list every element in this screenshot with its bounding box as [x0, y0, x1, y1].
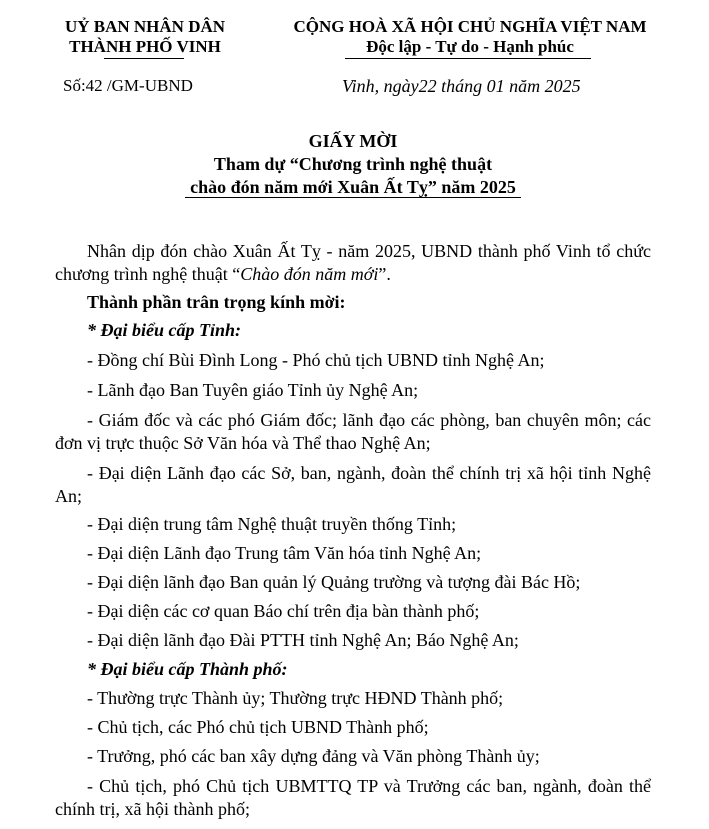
document-subtitle-line2: chào đón năm mới Xuân Ất Tỵ” năm 2025: [190, 177, 516, 197]
issuer-name-line1: UỶ BAN NHÂN DÂN: [64, 17, 226, 36]
national-motto: Độc lập - Tự do - Hạnh phúc: [366, 37, 574, 56]
national-title: CỘNG HOÀ XÃ HỘI CHỦ NGHĨA VIỆT NAM: [293, 17, 647, 36]
intro-text: Nhân dịp đón chào Xuân Ất Tỵ - năm 2025, UBND thành phố Vinh tổ chức chương trình nghệ thuật “: [55, 241, 651, 284]
invitee-item: - Thường trực Thành ủy; Thường trực HĐND Thành phố;: [87, 688, 504, 708]
invitee-item: - Đại diện Lãnh đạo Trung tâm Văn hóa tỉnh Nghệ An;: [87, 543, 482, 563]
document-subtitle-line1: Tham dự “Chương trình nghệ thuật: [213, 154, 493, 174]
invitee-item: - Chủ tịch, phó Chủ tịch UBMTTQ TP và Trưởng các ban, ngành, đoàn thể chính trị, xã hội thành phố;: [55, 776, 651, 819]
intro-paragraph: [55, 240, 651, 286]
document-title: GIẤY MỜI: [308, 131, 398, 151]
invitee-item: - Trưởng, phó các ban xây dựng đảng và Văn phòng Thành ủy;: [87, 746, 540, 766]
province-section-heading: * Đại biểu cấp Tỉnh:: [87, 320, 242, 340]
motto-underline: [345, 58, 591, 59]
invitees-heading: Thành phần trân trọng kính mời:: [87, 292, 346, 312]
issuer-name-line2: THÀNH PHỐ VINH: [69, 37, 221, 56]
invitee-item: - Đại diện lãnh đạo Ban quản lý Quảng trường và tượng đài Bác Hồ;: [87, 572, 581, 592]
intro-text-end: ”.: [378, 264, 391, 284]
issuer-underline: [104, 58, 184, 59]
city-section-heading: * Đại biểu cấp Thành phố:: [87, 659, 288, 679]
title-underline: [185, 197, 521, 198]
invitee-item: - Chủ tịch, các Phó chủ tịch UBND Thành phố;: [87, 717, 429, 737]
invitee-item: - Đại diện lãnh đạo Đài PTTH tỉnh Nghệ An; Báo Nghệ An;: [87, 630, 519, 650]
invitee-item: - Lãnh đạo Ban Tuyên giáo Tỉnh ủy Nghệ An;: [87, 380, 419, 400]
invitee-item: - Đại diện trung tâm Nghệ thuật truyền thống Tỉnh;: [87, 514, 457, 534]
program-name: Chào đón năm mới: [240, 264, 379, 284]
invitee-item: - Giám đốc và các phó Giám đốc; lãnh đạo các phòng, ban chuyên môn; các đơn vị trực thuộc Sở Văn hóa và Thể thao Nghệ An;: [55, 410, 651, 453]
invitee-item: - Đại diện các cơ quan Báo chí trên địa bàn thành phố;: [87, 601, 480, 621]
place-and-date: Vinh, ngày22 tháng 01 năm 2025: [342, 76, 581, 96]
document-number: Số:42 /GM-UBND: [63, 76, 193, 95]
invitee-item: - Đại diện Lãnh đạo các Sở, ban, ngành, đoàn thể chính trị xã hội tỉnh Nghệ An;: [55, 463, 651, 506]
invitee-item: - Đồng chí Bùi Đình Long - Phó chủ tịch UBND tỉnh Nghệ An;: [87, 350, 545, 370]
